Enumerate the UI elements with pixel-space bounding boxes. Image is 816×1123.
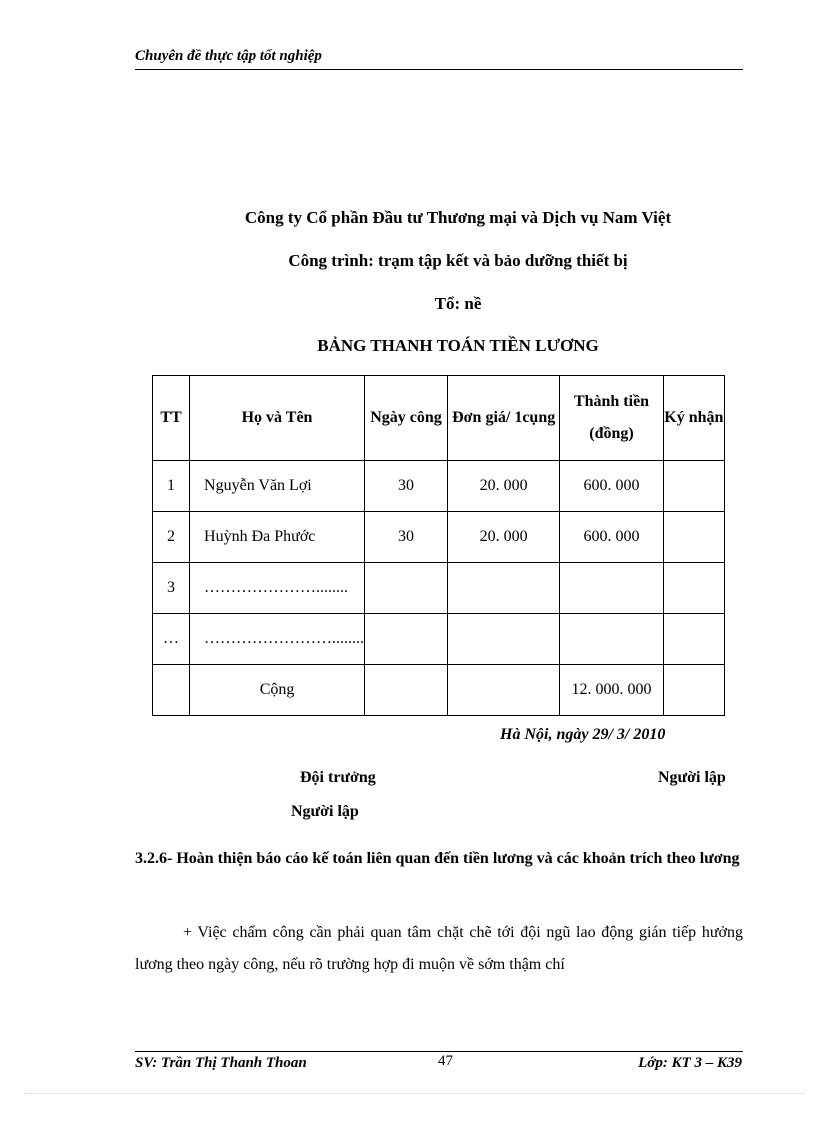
signature-left-sub: Người lập (291, 803, 359, 820)
col-header-tt: TT (153, 376, 190, 461)
date-line: Hà Nội, ngày 29/ 3/ 2010 (500, 726, 666, 743)
cell-amount: 600. 000 (560, 461, 663, 512)
team-name: Tổ: nề (434, 294, 482, 313)
cell-unit-price (447, 614, 559, 665)
project-name: Công trình: trạm tập kết và bảo dưỡng thiết bị (288, 251, 628, 270)
table-row (153, 614, 725, 665)
col-header-unit-price: Đơn giá/ 1cụng (447, 376, 559, 461)
cell-name: …………………........ (190, 563, 365, 614)
cell-sign (663, 461, 724, 512)
cell-days (365, 614, 448, 665)
table-row (153, 563, 725, 614)
body-paragraph: + Việc chấm công cần phải quan tâm chặt chẽ tới đội ngũ lao động gián tiếp hưởng lương theo ngày công, nếu rõ trường hợp đi muộn về sớm thậm chí (135, 924, 743, 973)
col-header-days: Ngày công (365, 376, 448, 461)
footer-class: Lớp: KT 3 – K39 (638, 1055, 742, 1071)
col-header-name: Họ và Tên (190, 376, 365, 461)
cell-name: Nguyễn Văn Lợi (190, 461, 365, 512)
cell-unit-price: 20. 000 (447, 461, 559, 512)
cell-sign (663, 614, 724, 665)
cell-sign (663, 512, 724, 563)
col-header-sign: Ký nhận (663, 376, 724, 461)
payroll-table (152, 375, 725, 716)
table-row (153, 512, 725, 563)
page-edge-divider (24, 1093, 804, 1094)
table-row (153, 461, 725, 512)
cell-unit-price (447, 563, 559, 614)
cell-tt: 3 (153, 563, 190, 614)
cell-tt (153, 665, 190, 716)
cell-name: Huỳnh Đa Phước (190, 512, 365, 563)
header-title: Chuyên đề thực tập tốt nghiệp (135, 48, 322, 64)
cell-amount (560, 614, 663, 665)
cell-tt: 1 (153, 461, 190, 512)
col-header-amount: Thành tiền (đồng) (560, 376, 663, 461)
footer-rule (135, 1051, 743, 1052)
cell-amount: 600. 000 (560, 512, 663, 563)
signature-right-title: Người lập (658, 769, 726, 786)
total-label: Cộng (190, 665, 365, 716)
cell-name: ……………………........ (190, 614, 365, 665)
cell-unit-price: 20. 000 (447, 512, 559, 563)
cell-days: 30 (365, 461, 448, 512)
table-title: BẢNG THANH TOÁN TIỀN LƯƠNG (317, 336, 599, 355)
section-heading: 3.2.6- Hoàn thiện báo cáo kế toán liên quan đến tiền lương và các khoản trích theo lương (135, 850, 740, 867)
cell-sign (663, 563, 724, 614)
total-amount: 12. 000. 000 (560, 665, 663, 716)
cell-sign (663, 665, 724, 716)
cell-tt: 2 (153, 512, 190, 563)
cell-amount (560, 563, 663, 614)
signature-left-title: Đội trưởng (300, 769, 376, 786)
footer-student: SV: Trần Thị Thanh Thoan (135, 1055, 307, 1071)
cell-days (365, 665, 448, 716)
table-total-row (153, 665, 725, 716)
header-rule (135, 69, 743, 70)
cell-unit-price (447, 665, 559, 716)
cell-days (365, 563, 448, 614)
cell-tt: … (153, 614, 190, 665)
page-number: 47 (438, 1053, 453, 1069)
table-header-row (153, 376, 725, 461)
company-name: Công ty Cổ phần Đầu tư Thương mại và Dịch vụ Nam Việt (244, 208, 672, 227)
cell-days: 30 (365, 512, 448, 563)
